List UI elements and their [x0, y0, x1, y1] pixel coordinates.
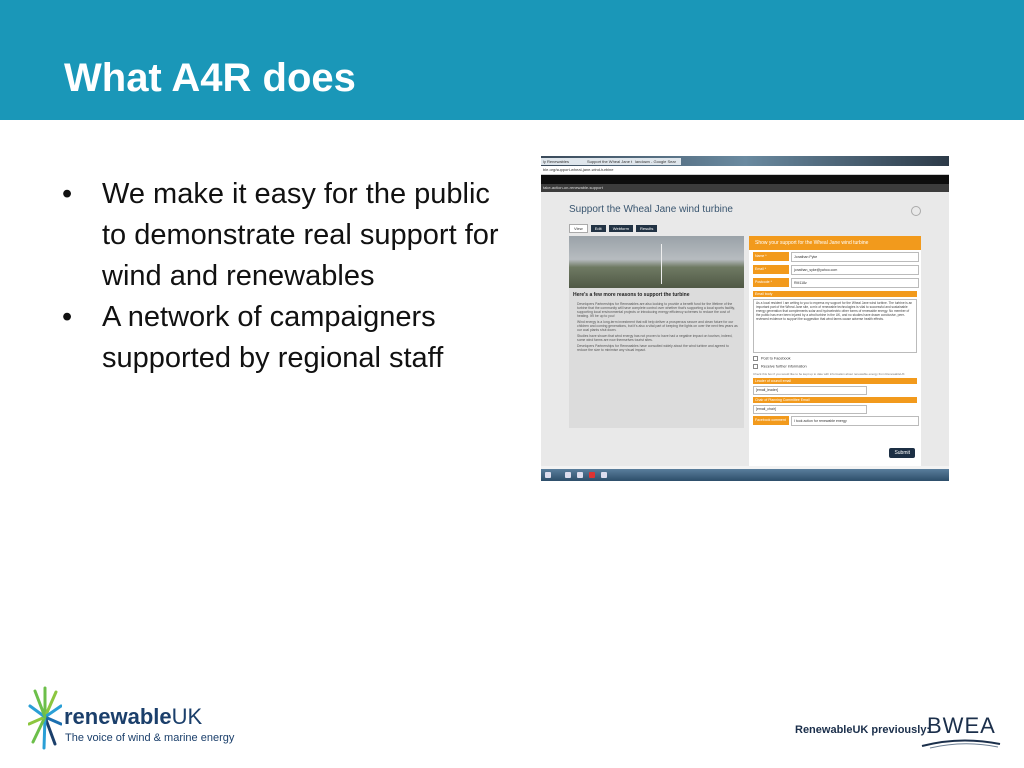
browser-tab: landown - Google Sear	[633, 158, 681, 165]
windows-taskbar	[541, 469, 949, 481]
email-field: jonathan_syke@yahoo.com	[791, 265, 919, 275]
form-heading: Show your support for the Wheal Jane wind turbine	[749, 236, 921, 250]
turbine-photo	[569, 236, 744, 288]
bullet-text: We make it easy for the public to demonstrate real support for wind and renewables	[102, 178, 499, 292]
form-row	[753, 265, 917, 276]
browser-icon	[577, 472, 583, 478]
site-toolbar: take-action-on-renewable-support	[541, 184, 949, 192]
bwea-swoosh-icon	[920, 734, 1002, 750]
tab-edit: Edit	[591, 225, 606, 232]
form-row	[753, 252, 917, 263]
title-banner	[0, 0, 1024, 120]
support-form	[749, 236, 921, 466]
turbine-icon	[661, 244, 662, 284]
facebook-comment-field: I took action for renewable energy	[791, 416, 919, 426]
bullet-list	[62, 174, 512, 379]
bullet-text: A network of campaigners supported by regional staff	[102, 301, 444, 374]
browser-tab-bar	[541, 156, 949, 166]
form-row	[753, 416, 917, 427]
council-leader-label: Leader of council email	[753, 378, 917, 384]
app-icon	[601, 472, 607, 478]
tab-view: View	[569, 224, 588, 233]
logo-word-bold: renewable	[64, 704, 172, 729]
renewableuk-logo	[28, 684, 235, 754]
app-icon	[589, 472, 595, 478]
logo-tagline: The voice of wind & marine energy	[65, 732, 235, 744]
bullet-item	[62, 174, 512, 297]
bullet-item	[62, 297, 512, 379]
postcode-field: RM118z	[791, 278, 919, 288]
logo-wordmark	[64, 704, 202, 730]
previously-text: RenewableUK previously:	[795, 724, 931, 736]
reason-item: Wind energy is a long-term investment that will help deliver a prosperous secure and clean future for our children and coming generations, but it's also a vital part of keeping the lights on over the next few years as our coal plants shut down.	[577, 320, 738, 332]
bullet-glyph: •	[62, 178, 73, 210]
reason-item: Developers Partnerships for Renewables have consulted widely about the wind turbine and agreed to reduce the size to minimise any visual impact.	[577, 344, 729, 352]
start-icon	[545, 472, 551, 478]
checkbox-label: Post to Facebook	[761, 356, 791, 361]
reasons-title: Here's a few more reasons to support the turbine	[573, 292, 690, 298]
wind-burst-icon	[28, 684, 62, 750]
bullet-glyph: •	[62, 301, 73, 333]
name-label: Name *	[753, 252, 789, 261]
facebook-comment-label: Facebook comment	[753, 416, 789, 425]
submit-button: Submit	[889, 448, 915, 458]
logo-word-uk: UK	[171, 704, 203, 729]
chair-label: Chair of Planning Committee Email	[753, 397, 917, 403]
reason-item: Developers Partnerships for Renewables are also looking to provide a benefit fund for the lifetime of the turbine that the community will have complete control over whether that's supporting a local sports facility, supporting local environmental projects or introducing energy efficiency schemes to reduce the cost of heating. It'll be up to you!	[577, 302, 735, 318]
web-page	[541, 192, 949, 466]
checkbox-icon	[753, 356, 758, 361]
email-label: Email *	[753, 265, 789, 274]
explorer-icon	[565, 472, 571, 478]
tab-results: Results	[636, 225, 657, 232]
site-top-bar	[541, 175, 949, 184]
form-row	[753, 278, 917, 289]
checkbox-icon	[753, 364, 758, 369]
page-tabs	[569, 224, 659, 232]
council-leader-field: [email_leader]	[753, 386, 867, 395]
email-body-label: Email body	[753, 291, 917, 297]
search-icon	[911, 206, 921, 216]
email-body-field: As a local resident I am writing to you to express my support for the Wheal Jane wind turbine. The turbine is an important part of the Wheal Jane site, a mix of renewable technologies is vital to successful and sustainable energy generation that complements solar and hydroelectric other forms of renewable energy. No member of the public has ever been injured by a wind turbine in the UK, and no studies have drawn conclusive, peer-reviewed evidence to support the suggestion that wind farms cause adverse health effects.	[753, 299, 917, 353]
tab-webform: Webform	[609, 225, 633, 232]
reasons-panel	[569, 288, 744, 428]
facebook-checkbox	[753, 356, 917, 361]
page-title: Support the Wheal Jane wind turbine	[569, 204, 733, 215]
chair-field: [email_chair]	[753, 405, 867, 414]
small-print: Check this box if you would like to be kept up to date with information about renewable energy from RenewableUK	[753, 372, 905, 376]
slide-title: What A4R does	[64, 56, 356, 100]
postcode-label: Postcode *	[753, 278, 789, 287]
address-bar: ble.org/support-wheal-jane-wind-turbine	[541, 166, 949, 175]
browser-tab: ly Renewables	[541, 158, 585, 165]
name-field: Jonathan Pyke	[791, 252, 919, 262]
bwea-logo-text: BWEA	[927, 713, 996, 738]
website-screenshot	[541, 156, 949, 481]
browser-tab: Support the Wheal Jane t	[587, 159, 633, 164]
checkbox-label: Receive further information	[761, 364, 807, 369]
reason-item: Studies have shown that wind energy has not proven to have had a negative impact on tourism, indeed, some wind farms are now themselves tourist sites.	[577, 334, 733, 342]
info-checkbox	[753, 364, 917, 369]
